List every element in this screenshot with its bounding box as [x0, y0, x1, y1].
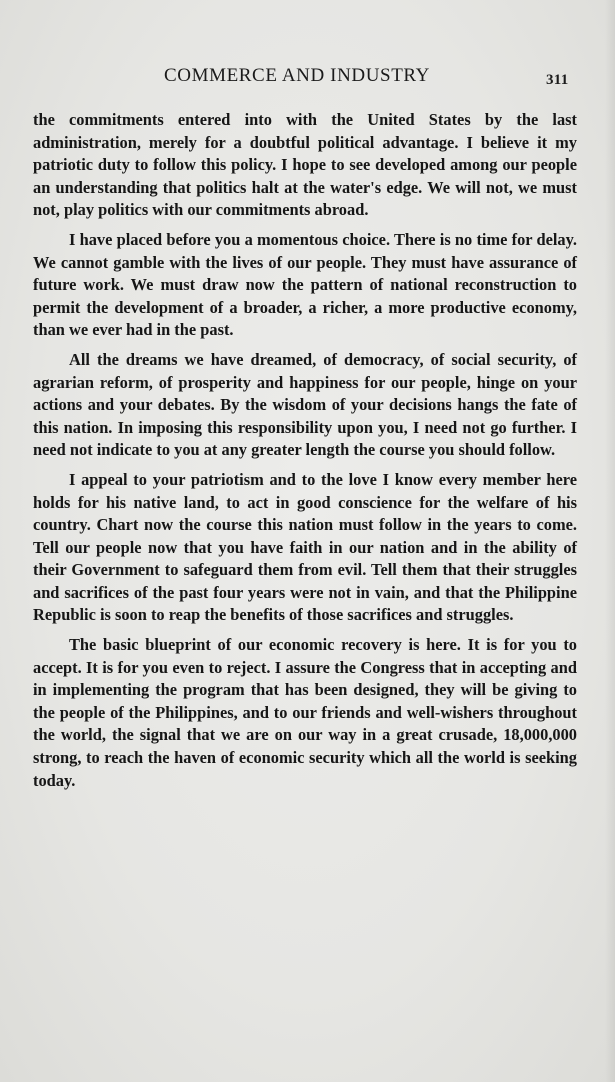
- running-head: [0, 61, 615, 89]
- body-text: [33, 109, 577, 799]
- page-number: 311: [546, 72, 569, 88]
- paragraph-5: The basic blueprint of our economic recovery is here. It is for you to accept. It is for you even to reject. I assure the Congress that in accepting and in implementing the program that has been designed, they will be giving to the people of the Philippines, and to our friends and well-wishers throughout the world, the signal that we are on our way in a great crusade, 18,000,000 strong, to reach the haven of economic security which all the world is seeking today.: [33, 635, 577, 790]
- paragraph-3: All the dreams we have dreamed, of democracy, of social security, of agrarian reform, of prosperity and happiness for our people, hinge on your actions and your debates. By the wisdom of your decisions hangs the fate of this nation. In imposing this responsibility upon you, I need not go further. I need not indicate to you at any greater length the course you should follow.: [33, 349, 577, 460]
- paragraph-1: the commitments entered into with the United States by the last administration, merely for a doubtful political advantage. I believe it my patriotic duty to follow this policy. I hope to see developed among our people an understanding that politics halt at the water's edge. We will not, we must not, play politics with our commitments abroad.: [33, 110, 577, 220]
- page-edge-shadow: [605, 0, 615, 1082]
- paragraph-4: I appeal to your patriotism and to the love I know every member here holds for his native land, to act in good conscience for the welfare of his country. Chart now the course this nation must follow in the years to come. Tell our people now that you have faith in our nation and in the ability of their Government to safeguard them from evil. Tell them that their struggles and sacrifices of the past four years were not in vain, and that the Philippine Republic is soon to reap the benefits of those sacrifices and struggles.: [33, 469, 577, 625]
- running-title: COMMERCE AND INDUSTRY: [164, 65, 430, 86]
- paragraph-2: I have placed before you a momentous choice. There is no time for delay. We cannot gamble with the lives of our people. They must have assurance of future work. We must draw now the pattern of national reconstruction to permit the development of a broader, a richer, a more productive economy, than we ever had in the past.: [33, 229, 577, 340]
